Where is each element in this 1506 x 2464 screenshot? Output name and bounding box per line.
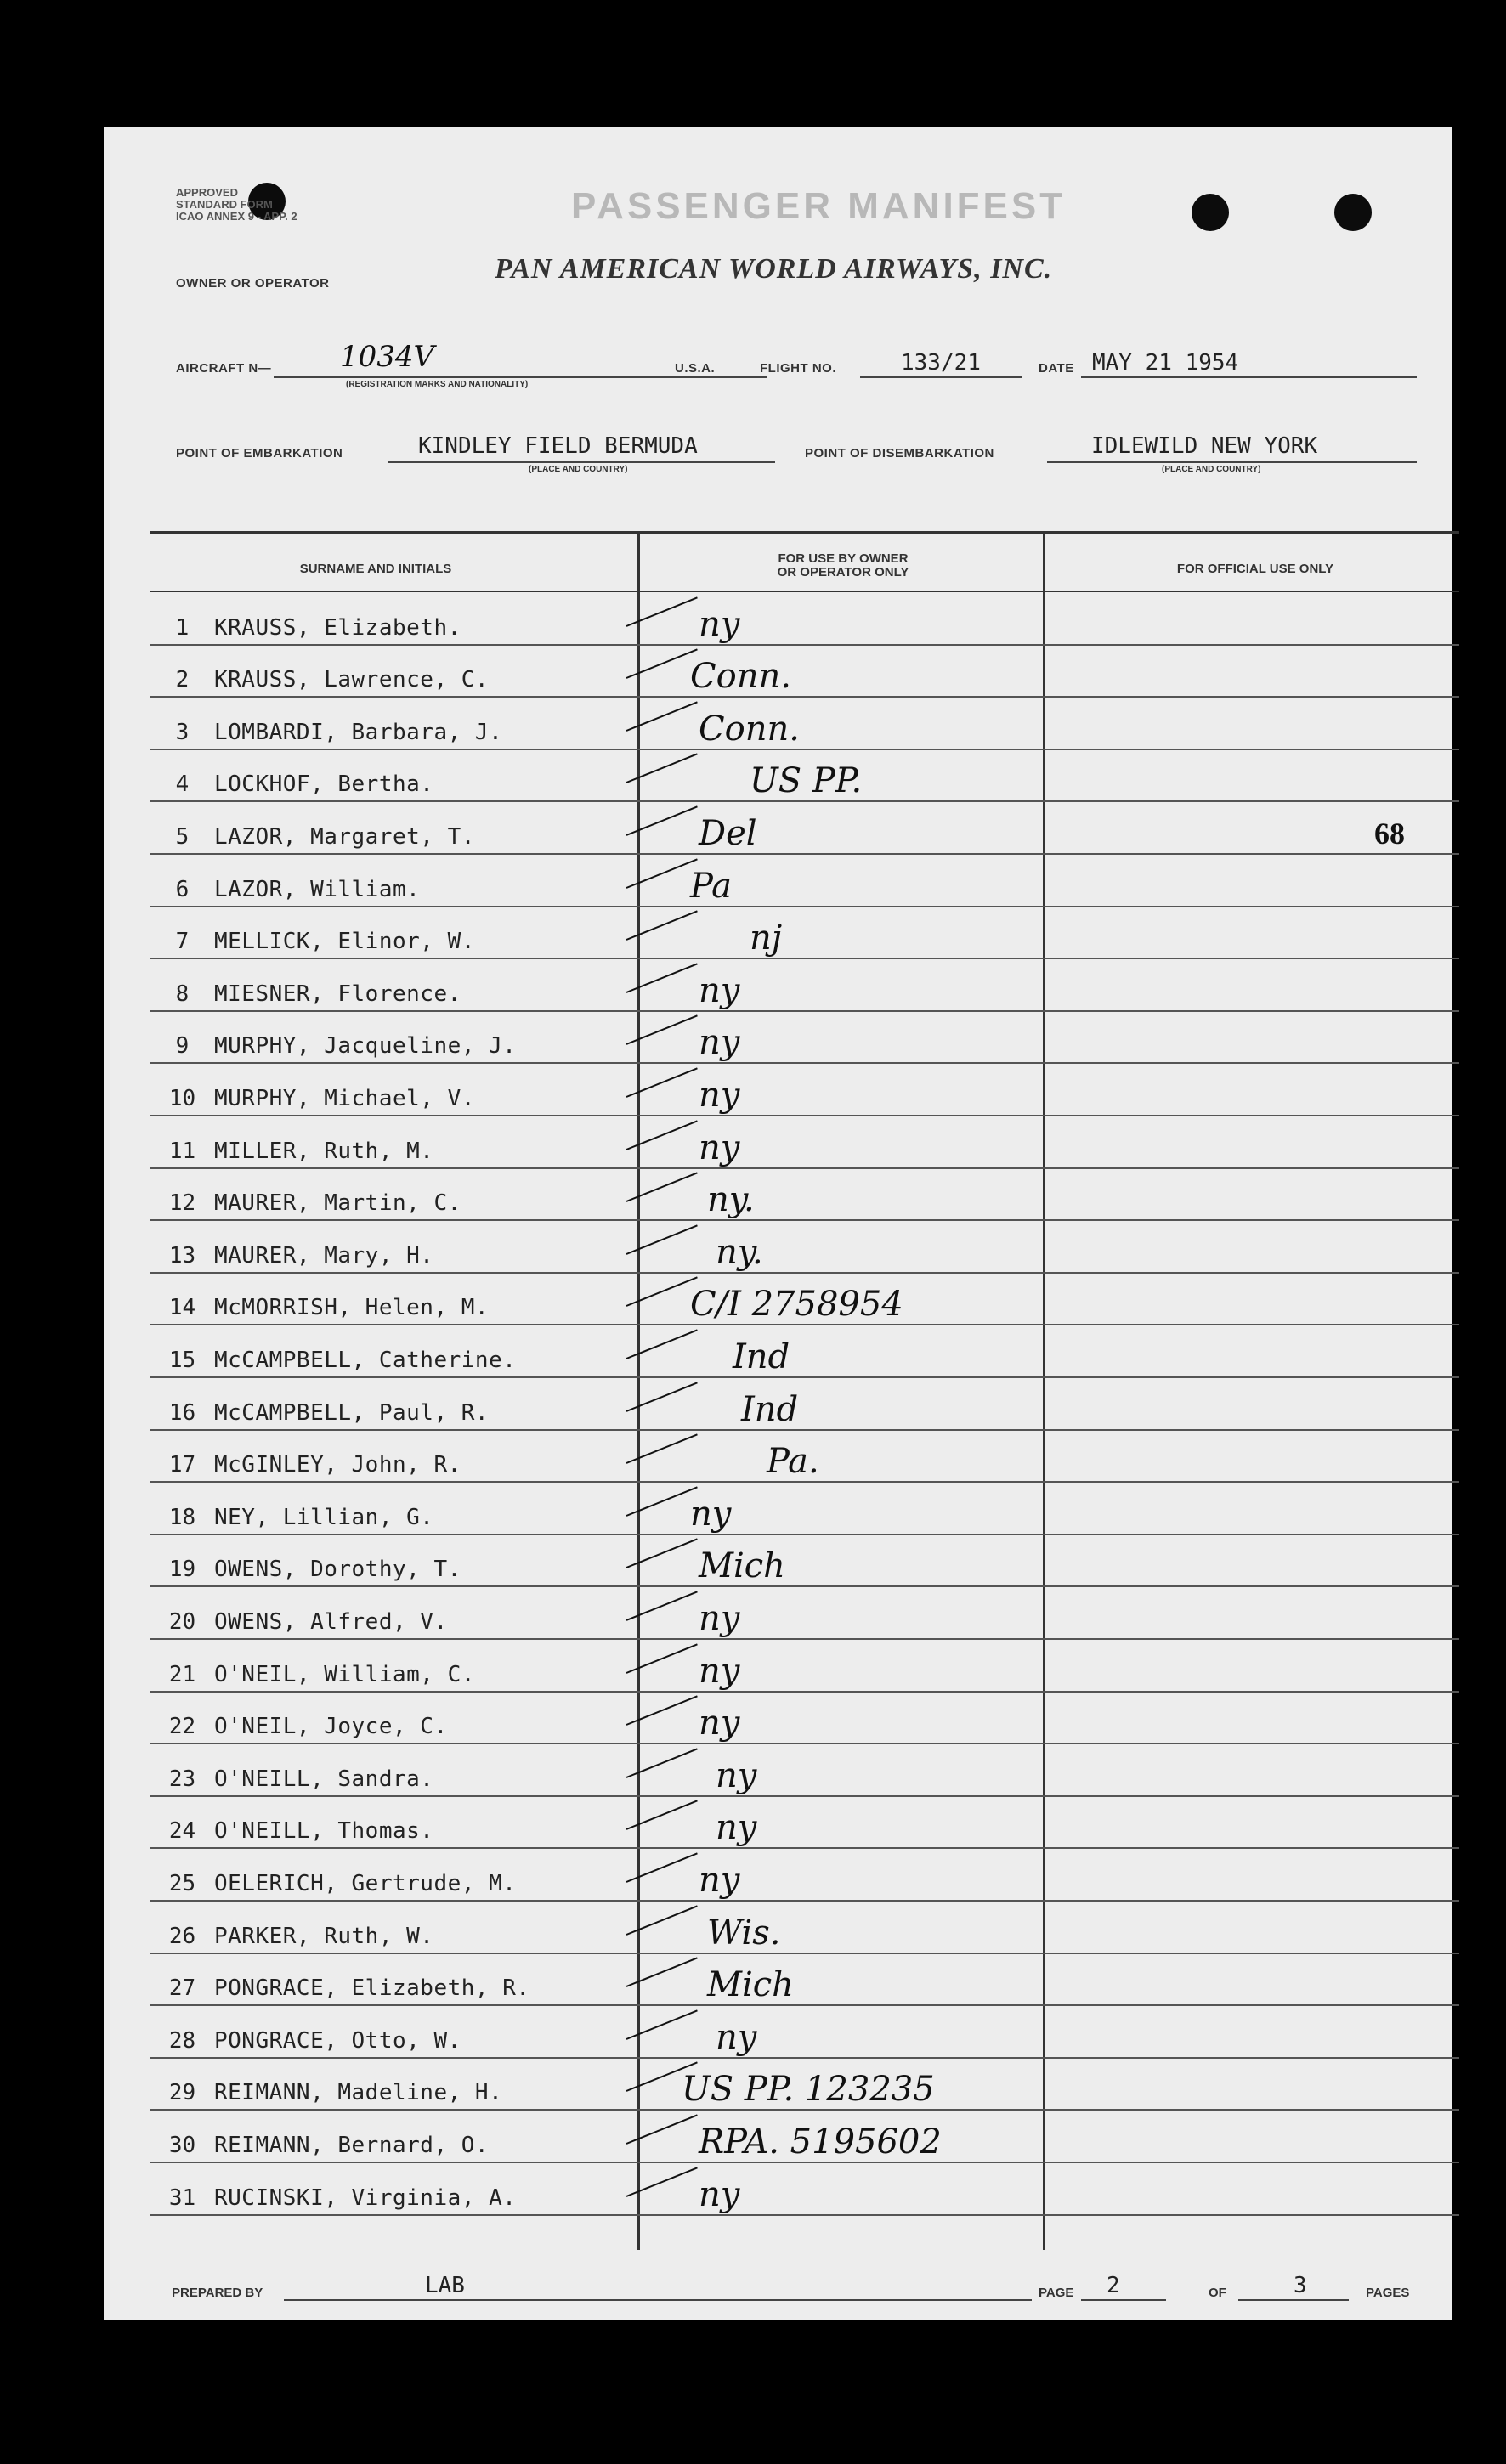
check-mark: [626, 1539, 698, 1569]
passenger-name: LOMBARDI, Barbara, J.: [214, 719, 503, 745]
passenger-name: LOCKHOF, Bertha.: [214, 771, 434, 798]
passenger-name: MILLER, Ruth, M.: [214, 1138, 434, 1164]
passenger-name: PONGRACE, Elizabeth, R.: [214, 1975, 530, 2002]
row-number: 2: [175, 667, 190, 693]
residence-note: Pa: [690, 866, 732, 906]
table-row: [150, 1378, 1459, 1431]
embark-value: KINDLEY FIELD BERMUDA: [418, 433, 698, 459]
table-row: [150, 2111, 1459, 2163]
residence-note: Pa.: [767, 1442, 819, 1482]
row-number: 9: [175, 1033, 190, 1060]
check-mark: [626, 1748, 698, 1778]
passenger-name: McMORRISH, Helen, M.: [214, 1295, 490, 1321]
residence-note: ny: [690, 1494, 732, 1534]
passenger-name: MIESNER, Florence.: [214, 981, 461, 1007]
official-mark: 68: [1374, 816, 1405, 851]
row-number: 5: [175, 823, 190, 850]
punch-hole: [1192, 194, 1229, 231]
row-number: 21: [168, 1661, 196, 1687]
passenger-name: PARKER, Ruth, W.: [214, 1923, 434, 1949]
col-official: FOR OFFICIAL USE ONLY: [1176, 562, 1334, 576]
table-row: [150, 1744, 1459, 1797]
prepared-value: LAB: [425, 2273, 465, 2298]
passenger-name: LAZOR, William.: [214, 876, 421, 902]
table-row: [150, 855, 1459, 907]
residence-note: ny: [699, 1651, 740, 1691]
pages-label: PAGES: [1366, 2286, 1410, 2300]
table-row: [150, 750, 1459, 803]
col-surname: SURNAME AND INITIALS: [299, 562, 452, 576]
date-label: DATE: [1039, 361, 1074, 376]
row-number: 14: [168, 1295, 196, 1321]
check-mark: [626, 1486, 698, 1517]
check-mark: [626, 1643, 698, 1674]
passenger-name: LAZOR, Margaret, T.: [214, 823, 475, 850]
check-mark: [626, 1224, 698, 1255]
passenger-name: RUCINSKI, Virginia, A.: [214, 2184, 517, 2211]
embark-caption: (PLACE AND COUNTRY): [529, 465, 628, 474]
table-row: [150, 1325, 1459, 1378]
passenger-name: O'NEIL, William, C.: [214, 1661, 475, 1687]
table-row: [150, 1902, 1459, 1954]
residence-note: ny: [699, 1704, 740, 1743]
table-row: [150, 1587, 1459, 1640]
passenger-name: NEY, Lillian, G.: [214, 1504, 434, 1530]
page-title: PASSENGER MANIFEST: [571, 185, 1067, 227]
residence-note: ny: [699, 604, 740, 644]
company-name: PAN AMERICAN WORLD AIRWAYS, INC.: [495, 253, 1053, 285]
table-row: [150, 1116, 1459, 1169]
row-number: 29: [168, 2080, 196, 2106]
residence-note: ny.: [716, 1232, 763, 1272]
check-mark: [626, 858, 698, 889]
residence-note: Ind: [741, 1389, 799, 1429]
aircraft-label: AIRCRAFT N—: [176, 361, 272, 376]
table-row: [150, 1274, 1459, 1326]
passenger-name: MAURER, Mary, H.: [214, 1242, 434, 1269]
owner-label: OWNER OR OPERATOR: [176, 276, 330, 291]
check-mark: [626, 1329, 698, 1359]
row-number: 30: [168, 2132, 196, 2158]
check-mark: [626, 963, 698, 993]
passenger-name: O'NEILL, Thomas.: [214, 1818, 434, 1845]
residence-note: US PP.: [750, 761, 863, 801]
check-mark: [626, 1434, 698, 1465]
table-row: [150, 802, 1459, 855]
table-row: [150, 1431, 1459, 1483]
check-mark: [626, 911, 698, 941]
check-mark: [626, 754, 698, 784]
check-mark: [626, 1905, 698, 1936]
row-number: 28: [168, 2027, 196, 2054]
residence-note: Conn.: [699, 709, 800, 749]
table-row: [150, 1640, 1459, 1693]
disembark-caption: (PLACE AND COUNTRY): [1162, 465, 1261, 474]
table-row: [150, 1797, 1459, 1850]
passenger-name: O'NEILL, Sandra.: [214, 1766, 434, 1792]
residence-note: Conn.: [690, 657, 791, 697]
residence-note: C/I 2758954: [690, 1285, 903, 1325]
row-number: 3: [175, 719, 190, 745]
row-number: 27: [168, 1975, 196, 2002]
residence-note: US PP. 123235: [682, 2070, 935, 2110]
residence-note: Mich: [699, 1546, 785, 1586]
check-mark: [626, 1800, 698, 1831]
residence-note: ny: [699, 1598, 740, 1638]
row-number: 16: [168, 1399, 196, 1426]
residence-note: ny: [699, 1075, 740, 1115]
table-row: [150, 1064, 1459, 1116]
table-row: [150, 2006, 1459, 2059]
residence-note: ny.: [707, 1180, 755, 1220]
row-number: 31: [168, 2184, 196, 2211]
passenger-name: McCAMPBELL, Catherine.: [214, 1347, 517, 1373]
form-code: APPROVED STANDARD FORM ICAO ANNEX 9 - APP. 2: [176, 186, 297, 223]
row-number: 18: [168, 1504, 196, 1530]
row-number: 11: [168, 1138, 196, 1164]
passenger-name: MURPHY, Jacqueline, J.: [214, 1033, 517, 1060]
row-number: 13: [168, 1242, 196, 1269]
manifest-sheet: [104, 127, 1452, 2320]
check-mark: [626, 1696, 698, 1726]
table-row: [150, 2059, 1459, 2111]
passenger-name: O'NEIL, Joyce, C.: [214, 1714, 448, 1740]
check-mark: [626, 1173, 698, 1203]
check-mark: [626, 2167, 698, 2197]
row-number: 4: [175, 771, 190, 798]
check-mark: [626, 596, 698, 627]
residence-note: ny: [699, 2174, 740, 2214]
row-number: 26: [168, 1923, 196, 1949]
check-mark: [626, 2114, 698, 2145]
col-owner: FOR USE BY OWNER OR OPERATOR ONLY: [777, 551, 909, 579]
check-mark: [626, 2009, 698, 2040]
residence-note: Mich: [707, 1965, 794, 2005]
residence-note: Ind: [733, 1337, 790, 1376]
check-mark: [626, 1120, 698, 1150]
aircraft-value: 1034V: [340, 340, 435, 374]
residence-note: ny: [716, 1808, 757, 1848]
residence-note: ny: [699, 970, 740, 1010]
check-mark: [626, 1067, 698, 1098]
table-row: [150, 959, 1459, 1012]
passenger-name: PONGRACE, Otto, W.: [214, 2027, 461, 2054]
row-number: 7: [175, 929, 190, 955]
residence-note: Wis.: [707, 1913, 781, 1953]
residence-note: nj: [750, 918, 783, 958]
row-number: 20: [168, 1608, 196, 1635]
of-value: 3: [1294, 2273, 1307, 2298]
residence-note: ny: [716, 1755, 757, 1795]
table-row: [150, 1535, 1459, 1588]
passenger-name: OWENS, Dorothy, T.: [214, 1557, 461, 1583]
table-row: [150, 1012, 1459, 1065]
check-mark: [626, 1382, 698, 1412]
row-number: 25: [168, 1870, 196, 1896]
check-mark: [626, 701, 698, 732]
row-number: 22: [168, 1714, 196, 1740]
prepared-label: PREPARED BY: [172, 2286, 263, 2300]
passenger-name: KRAUSS, Lawrence, C.: [214, 667, 490, 693]
check-mark: [626, 1591, 698, 1621]
passenger-name: REIMANN, Madeline, H.: [214, 2080, 503, 2106]
passenger-name: OWENS, Alfred, V.: [214, 1608, 448, 1635]
residence-note: Del: [699, 813, 757, 853]
passenger-name: MELLICK, Elinor, W.: [214, 929, 475, 955]
page-value: 2: [1107, 2273, 1120, 2298]
passenger-name: McCAMPBELL, Paul, R.: [214, 1399, 490, 1426]
usa-label: U.S.A.: [675, 361, 716, 376]
row-number: 8: [175, 981, 190, 1007]
check-mark: [626, 1277, 698, 1308]
row-number: 10: [168, 1085, 196, 1111]
aircraft-caption: (REGISTRATION MARKS AND NATIONALITY): [346, 380, 529, 389]
row-number: 6: [175, 876, 190, 902]
row-number: 17: [168, 1452, 196, 1478]
row-number: 12: [168, 1190, 196, 1217]
residence-note: ny: [699, 1860, 740, 1900]
check-mark: [626, 1958, 698, 1988]
residence-note: ny: [699, 1023, 740, 1063]
row-number: 1: [175, 614, 190, 641]
table-row: [150, 1849, 1459, 1902]
check-mark: [626, 1852, 698, 1883]
date-value: MAY 21 1954: [1092, 350, 1239, 376]
check-mark: [626, 649, 698, 680]
table-row: [150, 907, 1459, 960]
table-row: [150, 646, 1459, 698]
punch-hole: [1334, 194, 1372, 231]
passenger-name: KRAUSS, Elizabeth.: [214, 614, 461, 641]
disembark-value: IDLEWILD NEW YORK: [1091, 433, 1318, 459]
table-row: [150, 1169, 1459, 1222]
row-number: 15: [168, 1347, 196, 1373]
embark-label: POINT OF EMBARKATION: [176, 446, 343, 461]
residence-note: RPA. 5195602: [699, 2122, 942, 2162]
passenger-name: OELERICH, Gertrude, M.: [214, 1870, 517, 1896]
passenger-name: MURPHY, Michael, V.: [214, 1085, 475, 1111]
disembark-label: POINT OF DISEMBARKATION: [805, 446, 994, 461]
table-row: [150, 1221, 1459, 1274]
residence-note: ny: [699, 1127, 740, 1167]
table-row: [150, 698, 1459, 750]
table-row: [150, 593, 1459, 646]
check-mark: [626, 1015, 698, 1046]
check-mark: [626, 805, 698, 836]
table-row: [150, 1693, 1459, 1745]
passenger-name: REIMANN, Bernard, O.: [214, 2132, 490, 2158]
of-label: OF: [1209, 2286, 1226, 2300]
passenger-name: McGINLEY, John, R.: [214, 1452, 461, 1478]
flight-value: 133/21: [901, 350, 981, 376]
table-row: [150, 1483, 1459, 1535]
passenger-name: MAURER, Martin, C.: [214, 1190, 461, 1217]
row-number: 24: [168, 1818, 196, 1845]
flight-label: FLIGHT NO.: [760, 361, 836, 376]
table-row: [150, 1954, 1459, 2007]
table-row: [150, 2163, 1459, 2216]
residence-note: ny: [716, 2017, 757, 2057]
row-number: 19: [168, 1557, 196, 1583]
page-label: PAGE: [1039, 2286, 1074, 2300]
row-number: 23: [168, 1766, 196, 1792]
